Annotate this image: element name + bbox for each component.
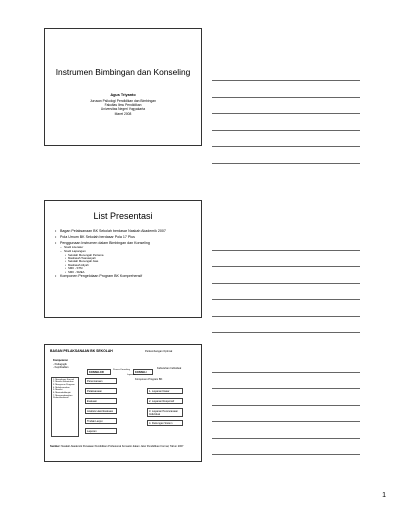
notes-line <box>212 454 360 455</box>
notes-line <box>212 266 360 267</box>
kompetensi-sub: - Pedagogik - Kepribadian <box>53 363 69 369</box>
source-label: Sumber: <box>50 445 61 448</box>
notes-line <box>212 283 360 284</box>
program-box: 1. Layanan Dasar <box>147 388 183 394</box>
slide3-source <box>50 445 190 448</box>
step-box: Analisis Hasil Evaluasi <box>85 408 117 414</box>
konselor-box: KONSELOR <box>87 369 111 375</box>
notes-line <box>212 438 360 439</box>
notes-line <box>212 146 360 147</box>
notes-line <box>212 388 360 389</box>
notes-line <box>212 97 360 98</box>
step-box: Tindak Lanjut <box>85 418 117 424</box>
sub-sub-bullet-item: • SMK - SMEA <box>55 271 195 274</box>
slide2-title: List Presentasi <box>93 211 153 221</box>
sub-bullet-item: – Studi Lapangan <box>55 250 195 254</box>
kebutuhan-label: Kebutuhan Individual <box>157 367 182 370</box>
affiliation-line: Fakultas Ilmu Pendidikan <box>104 103 142 108</box>
notes-line <box>212 80 360 81</box>
program-box: 4. Dukungan Sistem <box>147 420 183 426</box>
program-box: 2. Layanan Responsif <box>147 398 183 404</box>
notes-line <box>212 113 360 114</box>
notes-line <box>212 163 360 164</box>
affiliation-line: Maret 2008 <box>114 111 132 116</box>
kompetensi-label: Kompetensi <box>53 359 68 362</box>
left-tasks-box: 1. Memahami Konseli 2. Menilai Kebutuhan 3. Menyusun Program 4. Melaksanakan 5. Menilai 6. Menindaklanjuti 7. Mengembangkan Profesionalisme <box>51 377 79 437</box>
notes-line <box>212 421 360 422</box>
step-box: Evaluasi <box>85 398 117 404</box>
sub-sub-bullet-item: • SMK - STM <box>55 267 195 270</box>
bullet-item: • Penggunaan Instrumen dalam Bimbingan dan Konseling <box>55 241 195 245</box>
sub-bullet-item: – Studi Literatur <box>55 246 195 250</box>
affiliation-line: Universitas Negeri Yogyakarta <box>100 107 146 112</box>
slide1-title: Instrumen Bimbingan dan Konseling <box>55 67 191 77</box>
program-header: Komponen Program BK <box>135 378 163 381</box>
bullet-item: • Pola Umum BK Sekolah berdasar Pola 17 Plus <box>55 235 195 239</box>
affiliation-line: Jurusan Psikologi Pendidikan dan Bimbingan <box>90 99 156 103</box>
notes-line <box>212 405 360 406</box>
sub-sub-bullet-item: • Sekolah Menengah Pertama <box>55 254 195 257</box>
notes-line <box>212 299 360 300</box>
slide2-bullet-list <box>55 229 195 280</box>
step-box: Perencanaan <box>85 378 117 384</box>
sub-sub-bullet-item: • Madrasah Tsanawiyah <box>55 257 195 260</box>
layanan-label: Layanan <box>127 374 136 376</box>
source-text: Naskah Akademik Penataan Pendidikan Profesional Konselor dalam Jalur Pendidikan Formal, Tahun 2007 <box>61 445 184 448</box>
bullet-item: • Bagan Pelaksanaan BK Sekolah berdasar Naskah Akademik 2007 <box>55 229 195 233</box>
notes-line <box>212 130 360 131</box>
step-box: Laporan <box>85 428 117 434</box>
slide-bagan-pelaksanaan <box>44 344 202 462</box>
page-number: 1 <box>382 492 386 499</box>
notes-line <box>212 372 360 373</box>
slide3-header: BAGAN PELAKSANAAN BK SEKOLAH <box>50 349 113 353</box>
notes-line <box>212 250 360 251</box>
slide1-author: Agus Triyanto <box>110 93 136 97</box>
proses-label: Proses Konseling <box>113 369 131 371</box>
sub-sub-bullet-item: • Madrasah Aliyah <box>55 264 195 267</box>
program-box: 3. Layanan Perencanaan Individual <box>147 408 183 417</box>
konseli-box: KONSELI <box>133 369 153 375</box>
notes-line <box>212 316 360 317</box>
slide-title <box>44 28 202 146</box>
perkembangan-label: Perkembangan Optimal <box>145 350 173 353</box>
sub-sub-bullet-item: • Sekolah Menengah Atas <box>55 260 195 263</box>
slide-list-presentasi <box>44 200 202 318</box>
notes-line <box>212 332 360 333</box>
slide1-affiliation <box>45 99 201 116</box>
bullet-item: • Komponen Pengelolaan Program BK Komprehensif <box>55 274 195 278</box>
step-box: Pelaksanaan <box>85 388 117 394</box>
